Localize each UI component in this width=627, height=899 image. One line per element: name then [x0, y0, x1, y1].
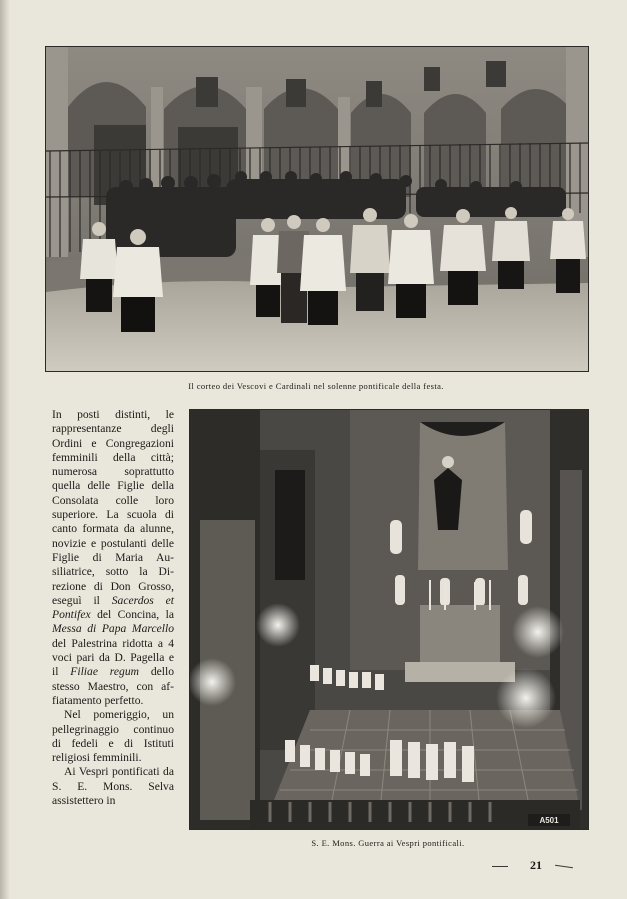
italic-title: Filiae regum	[70, 665, 139, 679]
italic-title: Sacerdos et Pontifex	[52, 593, 175, 622]
procession-photo-caption: Il corteo dei Vescovi e Cardinali nel solenne pontificale della festa.	[188, 381, 444, 391]
page-number-dash-right	[555, 865, 573, 868]
article-paragraph	[52, 708, 174, 765]
text-run: dello stesso Maestro, con affiatamento perfetto.	[52, 665, 175, 707]
church-interior-drawing	[190, 410, 588, 829]
procession-photo	[45, 46, 589, 372]
text-run: del Concina, la	[90, 608, 174, 622]
text-run: In posti distinti, le rappresentanze degli Ordini e Congregazioni femminili della città; numerosa soprattutto quella delle Figlie della Consolata colle loro superiore. La scuola di canto formata da alunne, novizie e postulanti delle Figlie di Maria Ausiliatrice, sotto la Direzione di Don Grosso, eseguì il	[52, 408, 174, 607]
italic-title: Messa di Papa Marcello	[52, 622, 174, 636]
page-number-dash-left	[492, 866, 508, 867]
article-paragraph	[52, 765, 174, 808]
text-run: Ai Vespri pontificati da S. E. Mons. Selva assistettero in	[52, 765, 174, 808]
church-interior-photo	[189, 409, 589, 830]
church-interior-photo-caption: S. E. Mons. Guerra ai Vespri pontificali.	[311, 838, 465, 848]
photo-stamp: A501	[539, 816, 559, 825]
article-paragraph	[52, 408, 174, 708]
procession-photo-drawing	[46, 47, 588, 371]
article-text	[52, 408, 174, 808]
text-run: Nel pomeriggio, un pellegrinaggio continuo di fedeli e di Istituti religiosi femminili.	[52, 708, 174, 765]
page-number: 21	[530, 858, 542, 872]
page-edge	[0, 0, 10, 899]
text-run: del Palestrina ridotta a 4 voci pari da D. Pagella e il	[52, 636, 174, 679]
